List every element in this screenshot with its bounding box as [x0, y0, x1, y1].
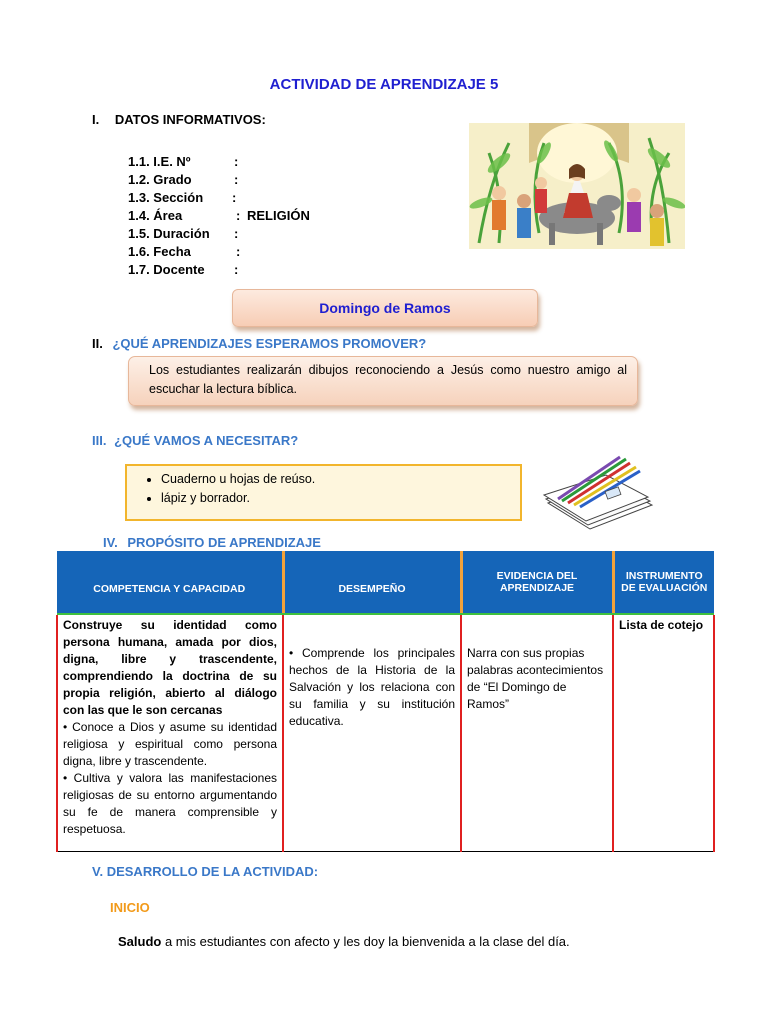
section-2-heading: II. ¿QUÉ APRENDIZAJES ESPERAMOS PROMOVER?: [92, 336, 427, 351]
data-row-area: 1.4. Área : RELIGIÓN: [128, 208, 310, 223]
data-row-seccion: 1.3. Sección :: [128, 190, 237, 205]
datos-informativos-list: [128, 153, 310, 279]
header-competencia: COMPETENCIA Y CAPACIDAD: [57, 551, 283, 613]
header-desempeno: DESEMPEÑO: [283, 551, 461, 613]
section-5-heading: V. DESARROLLO DE LA ACTIVIDAD:: [92, 864, 319, 879]
data-row-grado: 1.2. Grado :: [128, 172, 239, 187]
cell-evidencia: Narra con sus propias palabras acontecimientos de “El Domingo de Ramos”: [461, 615, 613, 852]
section-4-heading: IV. PROPÓSITO DE APRENDIZAJE: [103, 535, 321, 550]
section-3-heading: III. ¿QUÉ VAMOS A NECESITAR?: [92, 433, 299, 448]
inicio-heading: INICIO: [110, 900, 150, 915]
table-row: [57, 615, 714, 852]
aprendizajes-box: Los estudiantes realizarán dibujos reconociendo a Jesús como nuestro amigo al escuchar la lectura bíblica.: [128, 356, 638, 406]
data-row-ie: 1.1. I.E. Nº :: [128, 154, 239, 169]
theme-title-box: Domingo de Ramos: [232, 289, 538, 327]
cell-competencia: Construye su identidad como persona humana, amada por dios, digna, libre y trascendente, comprendiendo la doctrina de su propia religión, abierto al diálogo con las que le son cercanas • Conoce a Dios y asume su identidad religiosa y espiritual como persona digna, libre y trascendente. • Cultiva y valora las manifestaciones religiosas de su entorno argumentando su fe de manera comprensible y respetuosa.: [57, 615, 283, 852]
proposito-table: [56, 551, 715, 852]
palm-sunday-illustration: [469, 123, 685, 249]
pencils-and-papers-illustration: [540, 453, 658, 533]
saludo-text: Saludo a mis estudiantes con afecto y les doy la bienvenida a la clase del día.: [118, 934, 570, 949]
data-row-duracion: 1.5. Duración :: [128, 226, 239, 241]
data-row-fecha: 1.6. Fecha :: [128, 244, 241, 259]
cell-desempeno: • Comprende los principales hechos de la Historia de la Salvación y los relaciona con su familia y su institución educativa.: [283, 615, 461, 852]
header-evidencia: EVIDENCIA DEL APRENDIZAJE: [461, 551, 613, 613]
data-row-docente: 1.7. Docente :: [128, 262, 239, 277]
materials-box: [125, 464, 522, 521]
materials-list: [145, 470, 520, 508]
table-header-row: [57, 551, 714, 613]
list-item: • lápiz y borrador.: [161, 489, 520, 508]
section-1-heading: I. DATOS INFORMATIVOS:: [92, 112, 266, 127]
header-instrumento: INSTRUMENTO DE EVALUACIÓN: [613, 551, 714, 613]
cell-instrumento: Lista de cotejo: [613, 615, 714, 852]
page-title: ACTIVIDAD DE APRENDIZAJE 5: [269, 76, 499, 93]
list-item: • Cuaderno u hojas de reúso.: [161, 470, 520, 489]
